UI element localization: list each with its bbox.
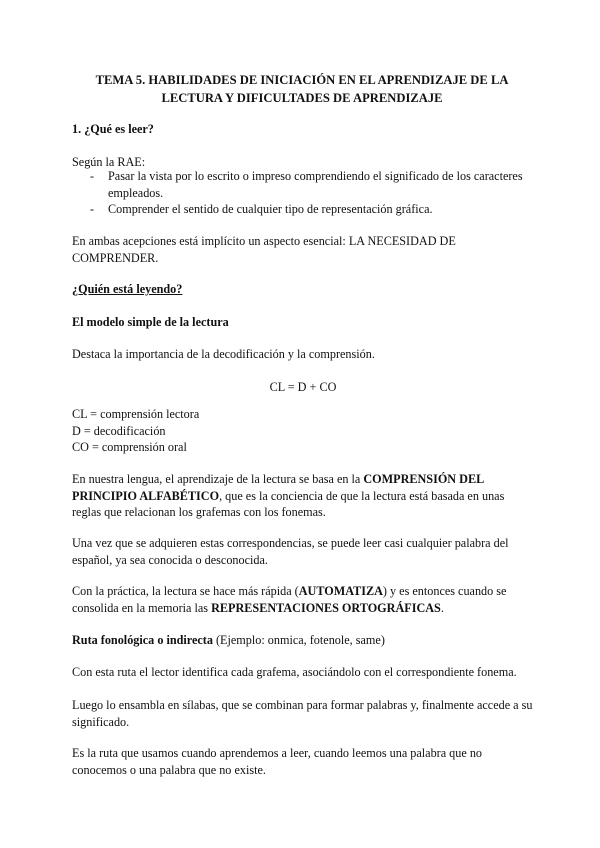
bold-term: COMPRENSIÓN DEL PRINCIPIO ALFABÉTICO bbox=[72, 472, 484, 503]
correspondencias-paragraph: Una vez que se adquieren estas correspondencias, se puede leer casi cualquier palabra del español, ya sea conocida o desconocida. bbox=[72, 536, 509, 567]
ruta-paragraph-2: Luego lo ensambla en sílabas, que se combinan para formar palabras y, finalmente accede a su significado. bbox=[72, 698, 533, 729]
text-run: , que es la conciencia de que la lectura está basada en unas reglas que relacionan los grafemas con los fonemas. bbox=[72, 488, 505, 520]
automatiza-paragraph bbox=[72, 583, 534, 616]
ruta-paragraph-1: Con esta ruta el lector identifica cada grafema, asociándolo con el correspondiente fonema. bbox=[72, 665, 517, 679]
rae-intro: Según la RAE: bbox=[72, 155, 146, 169]
title-line-1: TEMA 5. HABILIDADES DE INICIACIÓN EN EL APRENDIZAJE DE LA bbox=[95, 73, 509, 87]
section-heading-que-es-leer: 1. ¿Qué es leer? bbox=[72, 122, 154, 136]
list-item-text: Comprender el sentido de cualquier tipo de representación gráfica. bbox=[108, 202, 433, 217]
formula: CL = D + CO bbox=[269, 380, 337, 394]
text-run: En nuestra lengua, el aprendizaje de la lectura se basa en la bbox=[72, 472, 364, 486]
acepciones-paragraph: En ambas acepciones está implícito un aspecto esencial: LA NECESIDAD DE COMPRENDER. bbox=[72, 234, 456, 265]
subheading-modelo-simple: El modelo simple de la lectura bbox=[72, 315, 229, 329]
title-line-2: LECTURA Y DIFICULTADES DE APRENDIZAJE bbox=[161, 91, 443, 105]
ruta-paragraph-3: Es la ruta que usamos cuando aprendemos a leer, cuando leemos una palabra que no conocemos o una palabra que no existe. bbox=[72, 746, 483, 777]
text-run: (Ejemplo: onmica, fotenole, same) bbox=[212, 633, 385, 647]
principio-alfabetico-paragraph bbox=[72, 471, 534, 521]
list-item-text: Pasar la vista por lo escrito o impreso comprendiendo el significado de los caracteres empleados. bbox=[108, 169, 523, 200]
ruta-fonologica-heading bbox=[72, 632, 534, 649]
dash-marker: - bbox=[90, 202, 95, 217]
definition-list bbox=[72, 168, 534, 218]
definition-line: CO = comprensión oral bbox=[72, 440, 187, 455]
document-title bbox=[72, 71, 532, 107]
text-run: . bbox=[440, 600, 444, 615]
list-item bbox=[72, 201, 534, 218]
definitions-block bbox=[72, 406, 534, 456]
bold-term: AUTOMATIZA bbox=[298, 584, 383, 598]
definition-line: D = decodificación bbox=[72, 423, 166, 438]
text-run: ) y es entonces cuando se consolida en la memoria las bbox=[72, 584, 507, 615]
text-run: Con la práctica, la lectura se hace más rápida ( bbox=[72, 584, 299, 598]
bold-term: REPRESENTACIONES ORTOGRÁFICAS bbox=[211, 600, 441, 615]
list-item bbox=[72, 168, 534, 201]
definition-line: CL = comprensión lectora bbox=[72, 407, 200, 421]
modelo-intro: Destaca la importancia de la decodificación y la comprensión. bbox=[72, 347, 375, 361]
bold-term: Ruta fonológica o indirecta bbox=[72, 633, 213, 647]
dash-marker: - bbox=[90, 169, 95, 183]
section-heading-quien-esta-leyendo: ¿Quién está leyendo? bbox=[72, 282, 183, 296]
